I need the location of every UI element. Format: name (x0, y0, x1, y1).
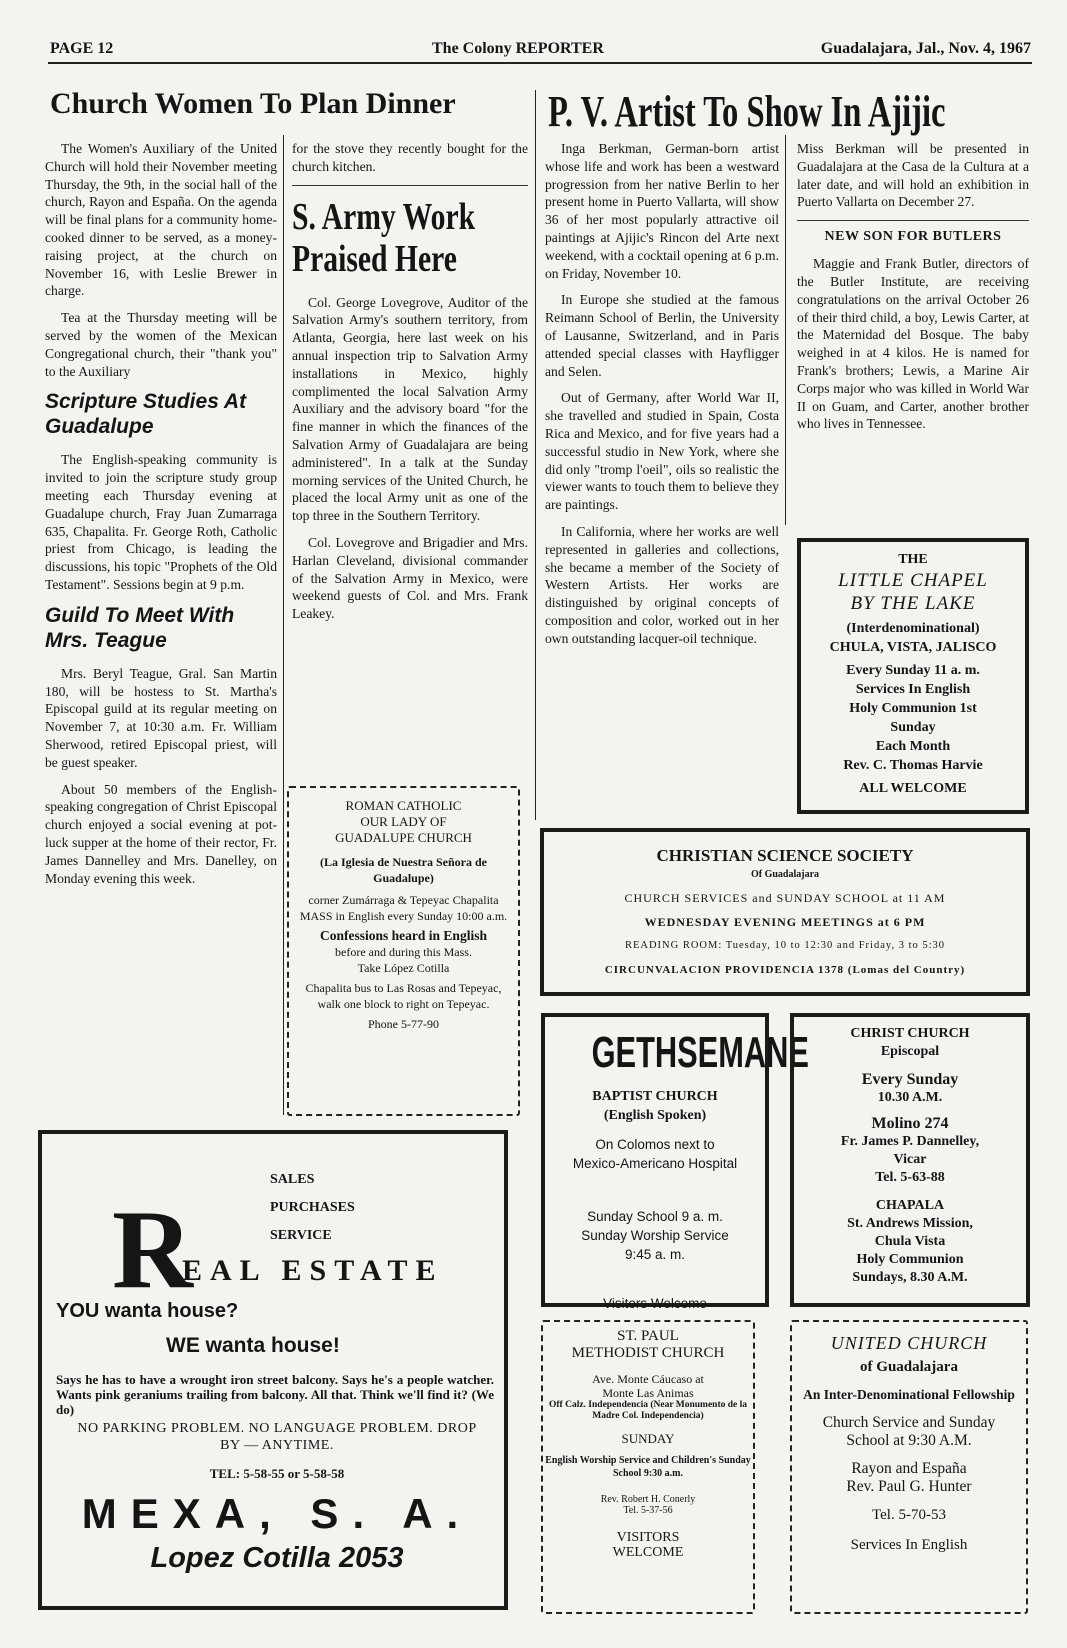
little-chapel-ad (797, 538, 1029, 814)
artist-p2: In Europe she studied at the famous Reimann School of Berlin, the University of Lausanne, Switzerland, and in Paris attended special classes with Hayfligger and Selen. (545, 292, 779, 379)
butlers-headline: NEW SON FOR BUTLERS (824, 229, 1002, 245)
real-estate-title: EAL ESTATE (182, 1254, 444, 1287)
ad-line: Tel. 5-37-56 (623, 1505, 673, 1516)
header-rule (48, 62, 1032, 64)
ad-line: PURCHASES (270, 1200, 355, 1215)
ad-line: CHULA, VISTA, JALISCO (829, 640, 997, 655)
ad-line: Visitors Welcome (603, 1296, 707, 1311)
column-divider (785, 135, 786, 525)
ad-line: Services In English (850, 1537, 968, 1553)
gethsemane-ad (541, 1013, 809, 1311)
ad-line: Every Sunday 11 a. m. (846, 663, 980, 678)
ad-line: GETHSEMANE (591, 1028, 809, 1077)
salvation-p1: Col. George Lovegrove, Auditor of the Salvation Army's southern territory, from Atlanta, Georgia, here last week on his annual inspection trip to Salvation Army installations in Mexico, highly complimented the local Salvation Army Auxiliary and the advisory board "for the fine manner in which the finances of the Salvation Army of Guadalajara are being administered". In a talk at the Sunday morning services of the United Church, he placed the local Army unit as one of the top three in the Southern Territory. (292, 294, 528, 524)
real-estate-company: MEXA, S. A. (81, 1490, 473, 1537)
paper-name: The Colony REPORTER (432, 40, 604, 57)
ad-line: Tel. 5-70-53 (872, 1507, 946, 1523)
ad-line: GUADALUPE CHURCH (335, 830, 472, 845)
services-list (270, 1166, 355, 1250)
church-women-p3: for the stove they recently bought for the church kitchen. (292, 141, 528, 174)
ad-line: Rev. C. Thomas Harvie (843, 758, 983, 773)
ad-line: OUR LADY OF (360, 814, 447, 829)
big-r-letter: R (112, 1188, 193, 1312)
church-women-p1: The Women's Auxiliary of the United Church will hold their November meeting Thursday, the 9th, in the social hall of the church, Rayon and España. On the agenda will be final plans for a community home-cooked dinner to be served, as a money-raising project, at the church on November 16, with Leslie Brewer in charge. (45, 141, 277, 299)
ad-line: Off Calz. Independencia (Near Monumento de la Madre Col. Independencia) (549, 1400, 747, 1421)
guild-headline: Guild To Meet With Mrs. Teague (45, 603, 235, 652)
ad-line: METHODIST CHURCH (571, 1345, 725, 1361)
ad-line: CHRISTIAN SCIENCE SOCIETY (656, 846, 914, 865)
ad-line: Ave. Monte Cáucaso at (592, 1372, 704, 1386)
ad-line: Rev. Paul G. Hunter (846, 1478, 972, 1495)
ad-line: Episcopal (880, 1044, 940, 1059)
salvation-headline: S. Army Work Praised Here (292, 195, 476, 280)
column-4 (797, 140, 1029, 442)
ad-line: LITTLE CHAPEL (838, 570, 988, 591)
church-women-headline: Church Women To Plan Dinner (50, 87, 456, 120)
ad-line: Church Service and Sunday School at 9:30 A.M. (822, 1414, 996, 1449)
ad-line: St. Andrews Mission, (847, 1216, 973, 1231)
ad-line: ALL WELCOME (859, 781, 967, 796)
ad-line: WELCOME (612, 1545, 684, 1560)
ad-line: On Colomos next to (595, 1137, 715, 1152)
ad-line: (Interdenominational) (846, 621, 980, 636)
ad-line: CIRCUNVALACION PROVIDENCIA 1378 (Lomas del Country) (604, 964, 966, 976)
ad-line: Take López Cotilla (357, 961, 450, 975)
scripture-p1: The English-speaking community is invited to join the scripture study group meeting each Thursday evening at Guadalupe church, Fray Juan Zumarraga 635, Chapalita. Fr. George Roth, Catholic priest from Chicago, is leading the discussions, his topic "Prophets of the Old Testament". Sessions begin at 9 p.m. (45, 452, 277, 592)
ad-line: SALES (270, 1172, 315, 1187)
ad-line: Fr. James P. Dannelley, (840, 1134, 980, 1149)
artist-p4: In California, where her works are well represented in galleries and collections, she became a member of the Society of Western Artists. Her works are distinguished by original concepts of composition and color, worked out in her own outstanding lacquer-oil technique. (545, 523, 779, 646)
ad-line: 10.30 A.M. (877, 1090, 943, 1105)
page-header (50, 38, 1031, 62)
ad-line: corner Zumárraga & Tepeyac Chapalita (308, 893, 499, 907)
ad-line: Monte Las Animas (602, 1386, 694, 1400)
column-1 (45, 140, 277, 896)
artist-p3: Out of Germany, after World War II, she travelled and studied in Spain, Costa Rica and Mexico, and for five years had a successful studio in New York, where she did only "tromp l'oeil", oils so realistic the viewer wants to touch them to believe they are paintings. (545, 390, 779, 513)
butlers-p1: Maggie and Frank Butler, directors of the Butler Institute, are receiving congratulations on the arrival October 26 of their third child, a boy, Lewis Carter, at the Maternidad del Bosque. The baby weighed in at 4 kilos. He is named for Frank's brothers; Lewis, a Marine Air Corps major who was killed in World War II on Guam, and Carter, another brother who lives in Tennessee. (797, 256, 1029, 432)
ad-line: BY THE LAKE (850, 593, 976, 614)
ad-line: CHRIST CHURCH (850, 1026, 970, 1041)
ad-line: Of Guadalajara (750, 869, 820, 880)
real-estate-body: Says he has to have a wrought iron street balcony. Says he's a people watcher. Wants pink geraniums trailing from balcony. All that. Think we'll find it? (We do) (56, 1372, 494, 1417)
ad-line: Chapalita bus to Las Rosas and Tepeyac, walk one block to right on Tepeyac. (305, 981, 502, 1011)
divider (797, 220, 1029, 221)
artist-p5: Miss Berkman will be presented in Guadalajara at the Casa de la Cultura at a later date, and will hold an exhibition in Puerto Vallarta on December 27. (797, 141, 1029, 210)
ad-line: Sunday (890, 720, 936, 735)
ad-line: Molino 274 (871, 1115, 949, 1132)
ad-line: Chula Vista (874, 1234, 946, 1249)
ad-line: SUNDAY (621, 1431, 675, 1446)
ad-line: THE (898, 552, 928, 567)
catholic-church-ad (287, 786, 520, 1116)
ad-line: English Worship Service and Children's Sunday School 9:30 a.m. (545, 1455, 751, 1479)
real-estate-address: Lopez Cotilla 2053 (150, 1542, 404, 1574)
ad-line: Sundays, 8.30 A.M. (852, 1270, 968, 1285)
united-church-ad (790, 1320, 1028, 1614)
real-estate-slogan-2: WE wanta house! (166, 1334, 340, 1357)
artist-headline: P. V. Artist To Show In Ajijic (548, 87, 946, 136)
ad-line: BAPTIST CHURCH (592, 1089, 718, 1104)
ad-line: Every Sunday (861, 1071, 959, 1088)
ad-line: (La Iglesia de Nuestra Señora de Guadalupe) (320, 855, 487, 885)
ad-line: MASS in English every Sunday 10:00 a.m. (299, 909, 508, 923)
christian-science-ad (540, 828, 1030, 996)
church-women-p2: Tea at the Thursday meeting will be served by the women of the Mexican Congregational church, their "thank you" to the Auxiliary (45, 310, 277, 379)
ad-line: SERVICE (270, 1228, 332, 1243)
ad-line: Holy Communion 1st (849, 701, 977, 716)
real-estate-ad (38, 1130, 508, 1610)
ad-line: CHURCH SERVICES and SUNDAY SCHOOL at 11 AM (624, 891, 946, 905)
scripture-headline: Scripture Studies At Guadalupe (45, 390, 247, 439)
ad-line: WEDNESDAY EVENING MEETINGS at 6 PM (644, 915, 926, 929)
column-divider (535, 90, 536, 820)
ad-line: Holy Communion (856, 1252, 964, 1267)
ad-line: CHAPALA (875, 1198, 945, 1213)
real-estate-body-2: NO PARKING PROBLEM. NO LANGUAGE PROBLEM. DROP BY — ANYTIME. (77, 1421, 477, 1453)
column-2 (292, 140, 528, 632)
column-divider (283, 135, 284, 1115)
ad-line: Services In English (855, 682, 971, 697)
ad-line: Each Month (875, 739, 951, 754)
real-estate-slogan-1: YOU wanta house? (56, 1300, 239, 1322)
page-number: PAGE 12 (50, 40, 114, 57)
christ-church-ad (790, 1013, 1030, 1307)
guild-p1: Mrs. Beryl Teague, Gral. San Martin 180, will be hostess to St. Martha's Episcopal guild at its regular meeting on November 7, at 10:30 a.m. Fr. William Sherwood, retired Episcopal priest, will be guest speaker. (45, 665, 277, 770)
ad-line: READING ROOM: Tuesday, 10 to 12:30 and Friday, 3 to 5:30 (624, 940, 946, 951)
ad-line: Vicar (893, 1152, 927, 1167)
divider (292, 185, 528, 186)
ad-line: Confessions heard in English (320, 928, 487, 943)
ad-line: UNITED CHURCH (830, 1333, 988, 1353)
methodist-church-ad (541, 1320, 755, 1614)
ad-line: Sunday School 9 a. m. (587, 1209, 723, 1224)
real-estate-phone: TEL: 5-58-55 or 5-58-58 (209, 1466, 345, 1481)
ad-line: 9:45 a. m. (624, 1247, 686, 1262)
ad-line: ST. PAUL (617, 1328, 679, 1344)
ad-line: Rev. Robert H. Conerly (600, 1494, 696, 1505)
guild-p2: About 50 members of the English-speaking congregation of Christ Episcopal church enjoyed a social evening at pot-luck supper at the home of their rector, Fr. James Dannelley and Mrs. Danelley, on Monday evening this week. (45, 781, 277, 886)
dateline: Guadalajara, Jal., Nov. 4, 1967 (820, 40, 1031, 57)
ad-line: Rayon and España (851, 1460, 967, 1477)
ad-line: Mexico-Americano Hospital (572, 1156, 738, 1171)
ad-line: before and during this Mass. (335, 945, 472, 959)
column-3 (545, 140, 779, 657)
ad-line: ROMAN CATHOLIC (345, 798, 462, 813)
ad-line: VISITORS (616, 1530, 680, 1545)
ad-line: (English Spoken) (603, 1108, 707, 1123)
ad-line: Sunday Worship Service (581, 1228, 729, 1243)
artist-p1: Inga Berkman, German-born artist whose life and work has been a westward progression from her native Berlin to her present home in Puerto Vallarta, will show 36 of her most popularly attractive oil paintings at Ajijic's Rincon del Arte next weekend, with a cocktail opening at 6 p.m. on Friday, November 10. (545, 141, 779, 281)
ad-line: Phone 5-77-90 (368, 1017, 439, 1031)
salvation-p2: Col. Lovegrove and Brigadier and Mrs. Harlan Cleveland, divisional commander of the Salvation Army in Mexico, were weekend guests of Col. and Mrs. Frank Leakey. (292, 534, 528, 622)
ad-line: An Inter-Denominational Fellowship (803, 1387, 1015, 1402)
ad-line: Tel. 5-63-88 (875, 1170, 945, 1185)
ad-line: of Guadalajara (860, 1359, 958, 1375)
